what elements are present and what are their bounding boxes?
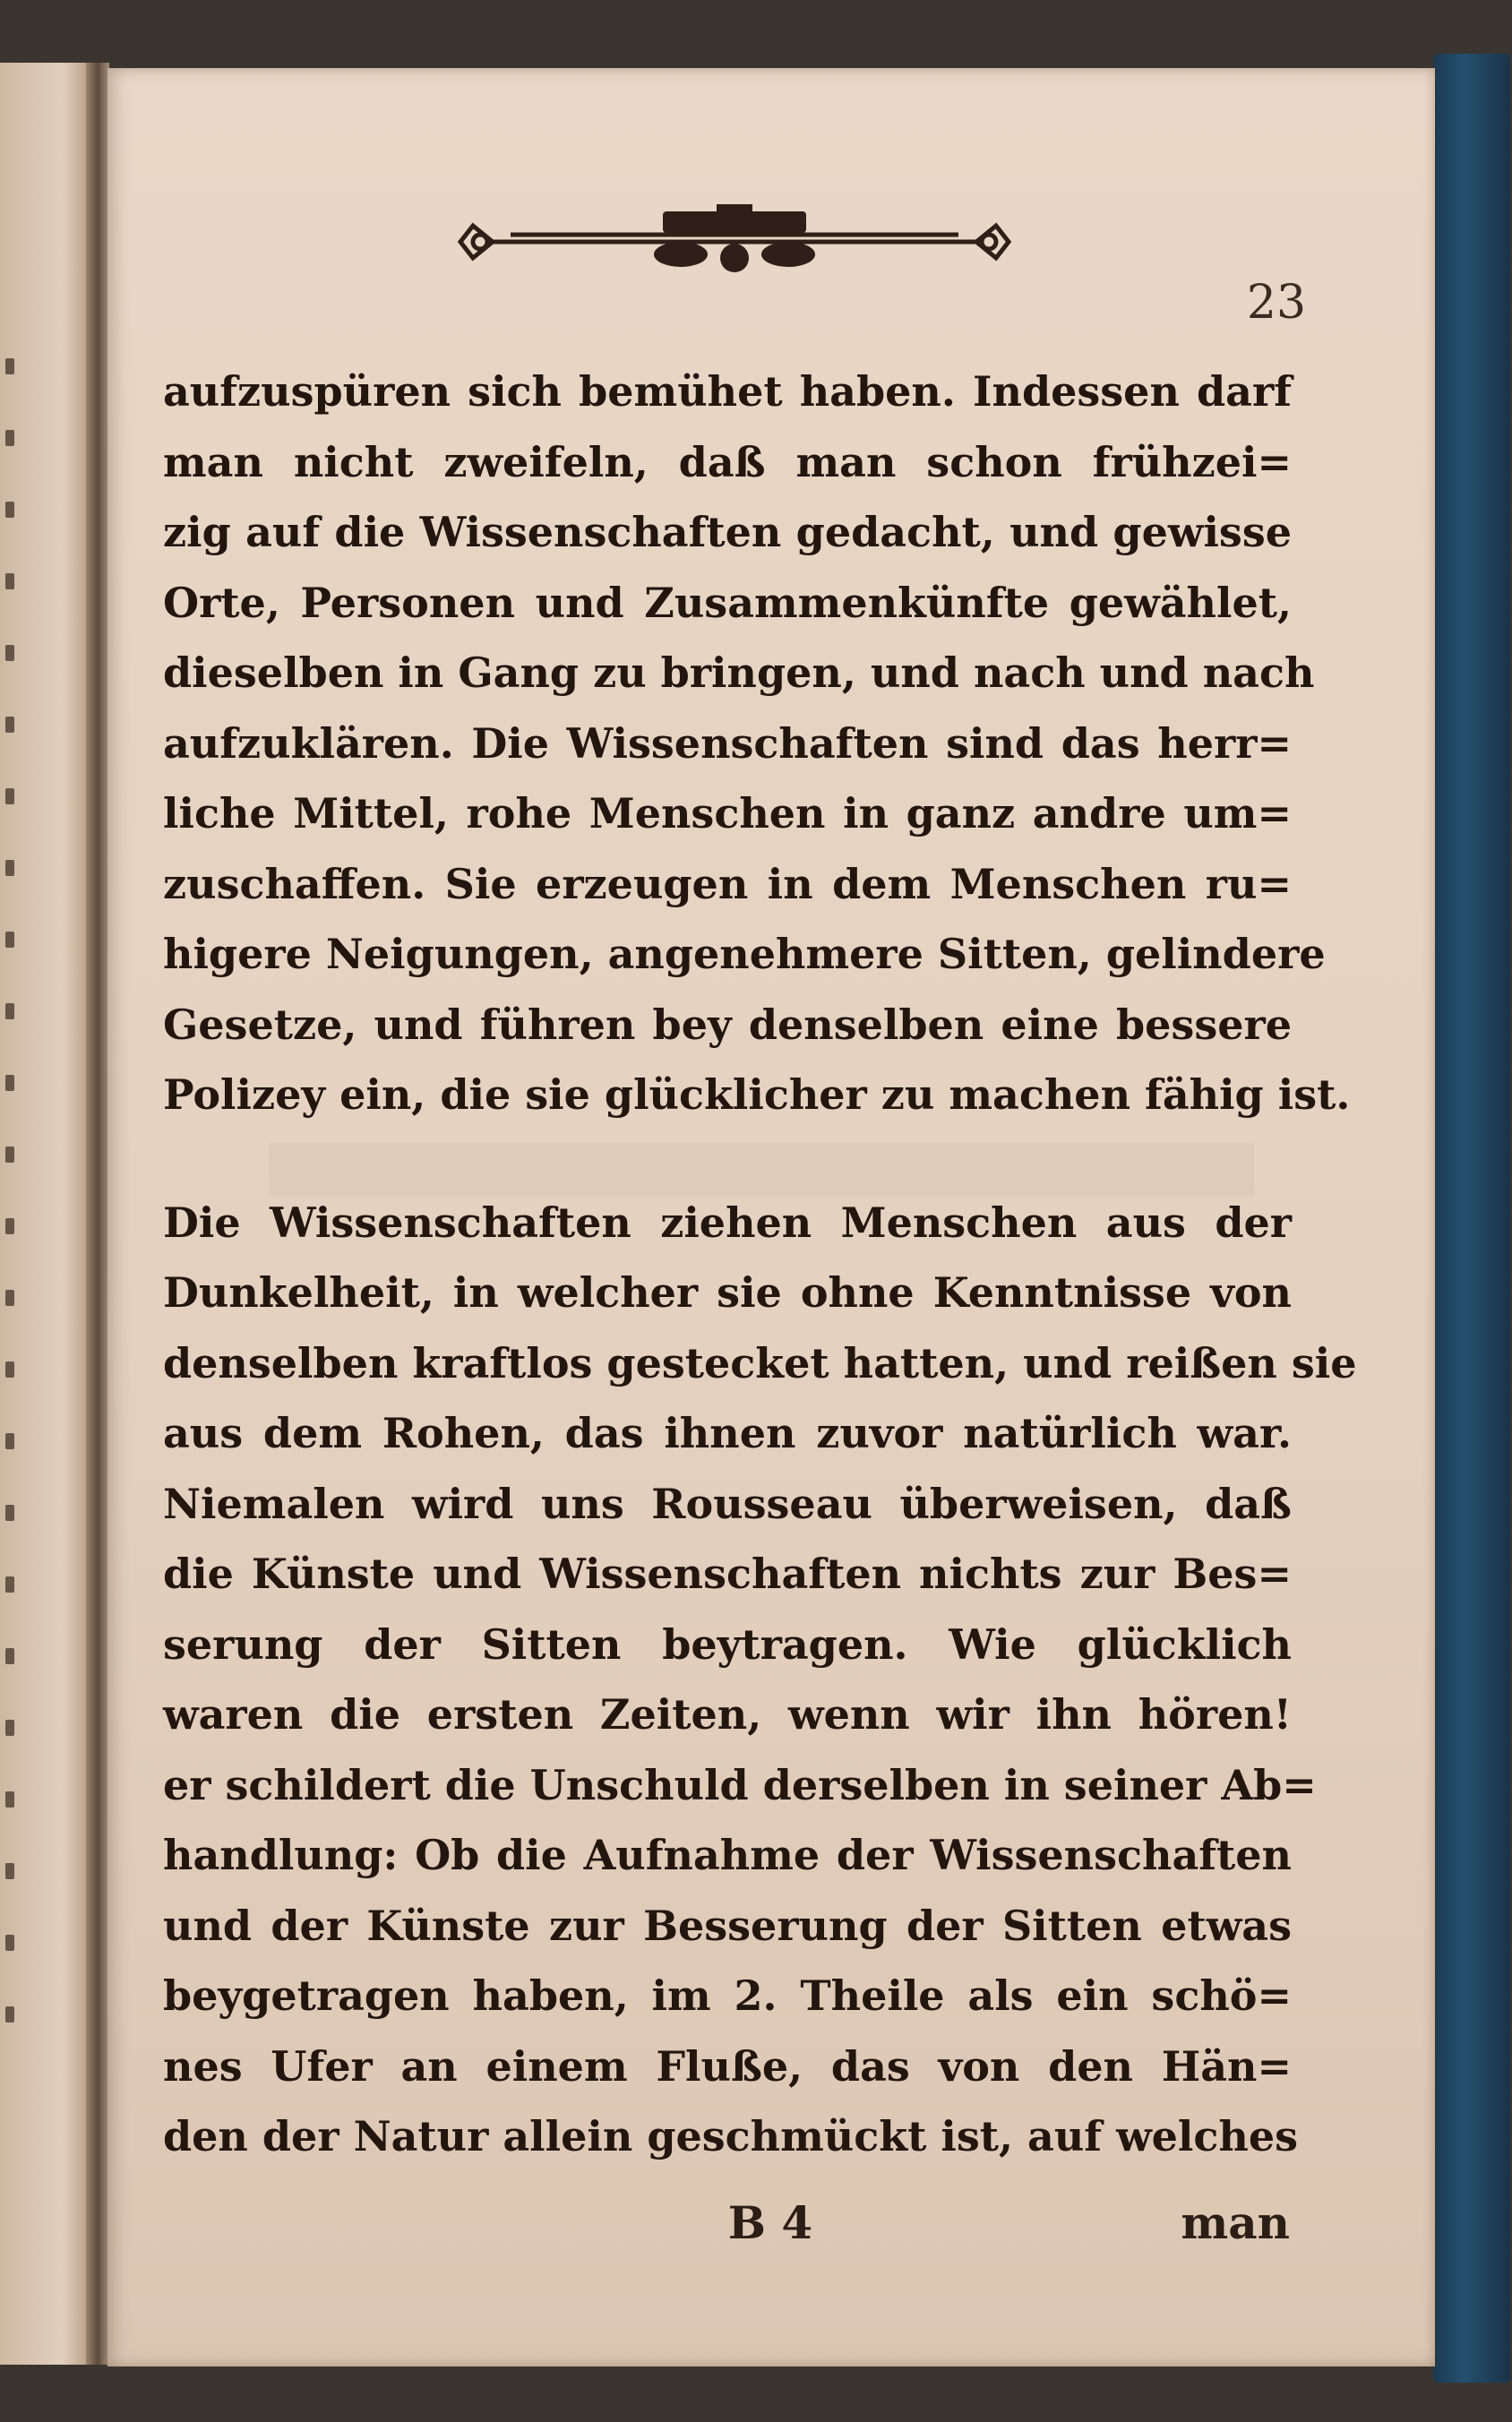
- text-line: Orte, Personen und Zusammenkünfte gewählet,: [163, 578, 1292, 627]
- text-line: nes Ufer an einem Fluße, das von den Hän=: [163, 2041, 1292, 2091]
- text-line: und der Künste zur Besserung der Sitten etwas: [163, 1901, 1292, 1950]
- text-line: serung der Sitten beytragen. Wie glücklich: [163, 1619, 1292, 1669]
- book-page: [107, 68, 1435, 2366]
- text-line: Niemalen wird uns Rousseau überweisen, daß: [163, 1479, 1292, 1528]
- text-line: higere Neigungen, angenehmere Sitten, gelindere: [163, 930, 1326, 978]
- text-line: Die Wissenschaften ziehen Menschen aus der: [163, 1198, 1292, 1247]
- text-line: aus dem Rohen, das ihnen zuvor natürlich war.: [163, 1409, 1292, 1457]
- facing-page-text-fragments: [5, 358, 41, 2078]
- text-line: Dunkelheit, in welcher sie ohne Kenntnisse von: [163, 1268, 1292, 1317]
- text-line: die Künste und Wissenschaften nichts zur Bes=: [163, 1550, 1292, 1598]
- signature-mark: B 4: [727, 2196, 813, 2249]
- body-text: [163, 356, 1357, 2172]
- paragraph-2: [163, 1188, 1357, 2172]
- text-line: Gesetze, und führen bey denselben eine bessere: [163, 1000, 1292, 1049]
- book-gutter: [86, 63, 109, 2365]
- paragraph-1: [163, 356, 1351, 1130]
- text-line: den der Natur allein geschmückt ist, auf welches: [163, 2112, 1299, 2160]
- text-line: er schildert die Unschuld derselben in seiner Ab=: [163, 1760, 1317, 1809]
- page-number: 23: [1246, 276, 1307, 330]
- text-line: man nicht zweifeln, daß man schon frühzei=: [163, 437, 1292, 486]
- text-line: Polizey ein, die sie glücklicher zu machen fähig ist.: [163, 1070, 1351, 1119]
- text-line: aufzuklären. Die Wissenschaften sind das herr=: [163, 718, 1292, 768]
- headpiece-ornament: [457, 199, 1012, 285]
- text-line: beygetragen haben, im 2. Theile als ein schö=: [163, 1971, 1292, 2020]
- binding-board: [1433, 54, 1510, 2383]
- text-line: aufzuspüren sich bemühet haben. Indessen darf: [163, 367, 1292, 416]
- text-line: handlung: Ob die Aufnahme der Wissenschaften: [163, 1831, 1292, 1879]
- text-line: dieselben in Gang zu bringen, und nach und nach: [163, 648, 1315, 697]
- text-line: waren die ersten Zeiten, wenn wir ihn hören!: [163, 1690, 1292, 1739]
- facing-page-edge: [0, 63, 90, 2365]
- text-line: liche Mittel, rohe Menschen in ganz andre um=: [163, 789, 1292, 837]
- catchword: man: [1181, 2196, 1290, 2249]
- text-line: denselben kraftlos gestecket hatten, und reißen sie: [163, 1338, 1357, 1387]
- text-line: zuschaffen. Sie erzeugen in dem Menschen ru=: [163, 859, 1292, 908]
- text-line: zig auf die Wissenschaften gedacht, und gewisse: [163, 508, 1292, 556]
